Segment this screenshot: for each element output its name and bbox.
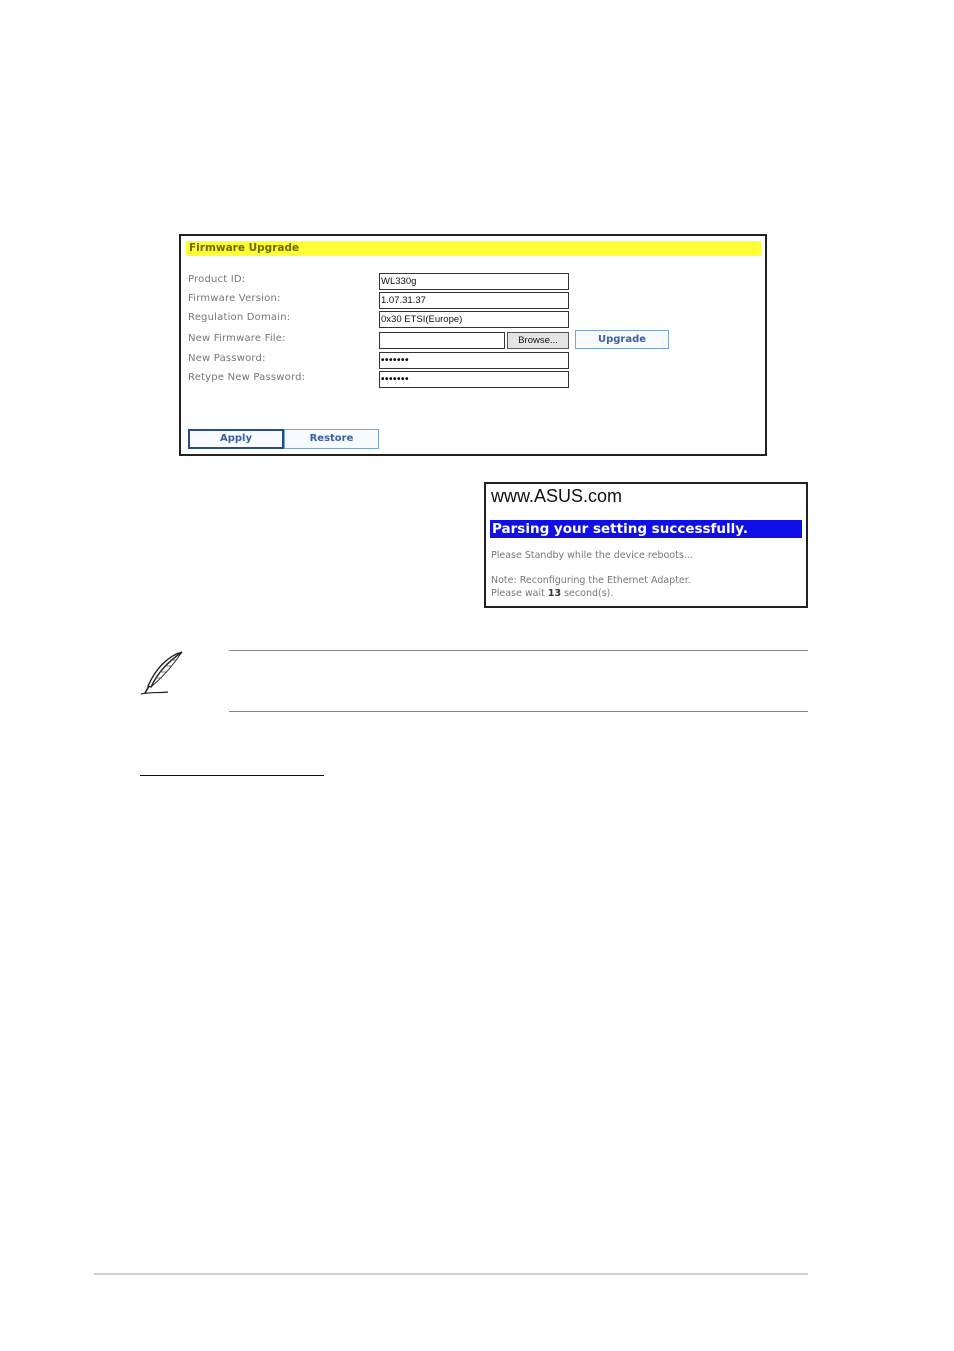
panel-title: Firmware Upgrade — [186, 241, 761, 256]
standby-message: Please Standby while the device reboots... — [491, 550, 693, 561]
browse-button[interactable]: Browse... — [507, 332, 569, 349]
firmware-version-field[interactable]: 1.07.31.37 — [379, 292, 569, 309]
field-row-retype-password — [188, 371, 668, 389]
note-top-rule — [229, 650, 808, 651]
footer-rule — [94, 1273, 808, 1275]
upgrade-button[interactable]: Upgrade — [575, 330, 669, 349]
product-id-label: Product ID: — [188, 274, 246, 285]
field-row-regulation-domain — [188, 311, 668, 329]
field-row-new-password — [188, 352, 668, 370]
wait-prefix: Please wait — [491, 588, 545, 599]
feather-pen-icon — [138, 648, 188, 698]
retype-password-label: Retype New Password: — [188, 372, 306, 383]
firmware-version-label: Firmware Version: — [188, 293, 281, 304]
new-password-field[interactable]: ••••••• — [379, 352, 569, 369]
reboot-status-panel — [484, 482, 808, 608]
restore-button[interactable]: Restore — [284, 429, 379, 449]
new-firmware-file-label: New Firmware File: — [188, 333, 286, 344]
site-url: www.ASUS.com — [491, 486, 623, 506]
firmware-file-input[interactable] — [379, 332, 505, 349]
reconfigure-note: Note: Reconfiguring the Ethernet Adapter. — [491, 575, 691, 586]
status-headline: Parsing your setting successfully. — [490, 520, 802, 538]
field-row-firmware-version — [188, 292, 668, 310]
retype-password-field[interactable]: ••••••• — [379, 371, 569, 388]
note-bottom-rule — [229, 711, 808, 712]
field-row-product-id — [188, 273, 668, 291]
new-password-label: New Password: — [188, 353, 266, 364]
wait-suffix: second(s). — [564, 588, 614, 599]
regulation-domain-label: Regulation Domain: — [188, 312, 291, 323]
apply-button[interactable]: Apply — [188, 429, 284, 449]
wait-seconds: 13 — [547, 588, 562, 599]
firmware-upgrade-panel — [179, 234, 767, 456]
regulation-domain-field[interactable]: 0x30 ETSI(Europe) — [379, 311, 569, 328]
wait-message — [491, 588, 613, 599]
product-id-field[interactable]: WL330g — [379, 273, 569, 290]
section-heading-underline — [140, 775, 324, 776]
